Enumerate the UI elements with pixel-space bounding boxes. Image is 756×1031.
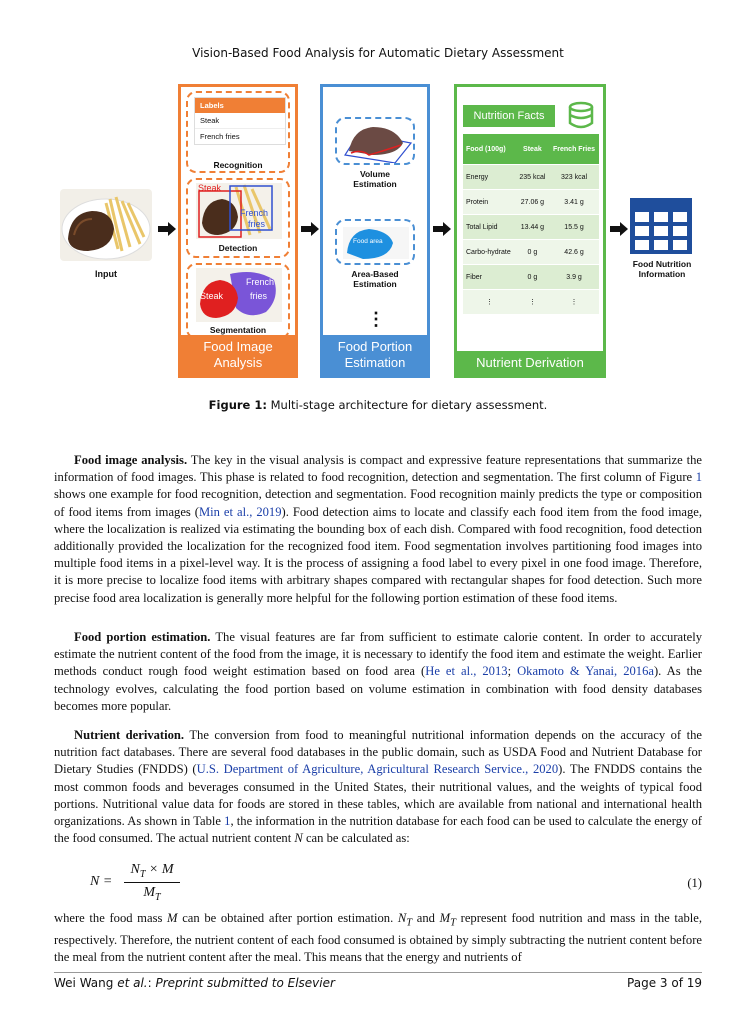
stage-food-image-analysis [178, 84, 298, 378]
table-cell: Protein [463, 190, 516, 215]
segmentation-label: Segmentation [209, 325, 267, 335]
table-row [463, 190, 599, 215]
equation-numerator [124, 862, 180, 883]
arrow-icon [433, 222, 451, 236]
math-subscript: T [450, 917, 456, 929]
label-item: French fries [200, 132, 240, 141]
page-number: Page 3 of 19 [627, 976, 702, 990]
citation-link[interactable]: Okamoto & Yanai, 2016a [517, 664, 654, 679]
body-text: where the food mass [54, 911, 163, 925]
footer-preprint: Preprint submitted to Elsevier [155, 976, 335, 990]
math-subscript: T [406, 917, 413, 929]
nutrition-facts-table [463, 134, 599, 315]
table-header: Food (100g) [463, 134, 516, 165]
equation-lhs-text: N = [90, 874, 113, 889]
table-ref-link[interactable]: 1 [224, 814, 231, 829]
body-text: can be obtained after portion estimation. [182, 911, 394, 925]
area-label: Area-Based Estimation [351, 269, 399, 289]
table-cell: Total Lipid [463, 215, 516, 240]
equation-denominator [124, 883, 180, 903]
table-cell: ⋮ [516, 290, 549, 315]
table-row [463, 240, 599, 265]
table-cell: Energy [463, 165, 516, 190]
table-cell: ⋮ [463, 290, 516, 315]
area-box [335, 219, 415, 265]
math-variable: N [294, 831, 303, 846]
body-text: The key in the visual analysis is compact and expressive feature representations that summarize the information of food images. This phase is related to food recognition, detection and segmentation. The first column of Figure [54, 453, 703, 485]
table-row [463, 215, 599, 240]
output-label: Food Nutrition Information [632, 259, 692, 279]
figure-1 [58, 84, 718, 380]
figure-ref-link[interactable]: 1 [695, 470, 702, 485]
database-icon [567, 101, 595, 129]
body-text: The visual features are far from sufficient to estimate calorie content. In order to accurately estimate the nutrient content of the food from the image, it is necessary to identify the food item and estimate the weight. Earlier methods conduct rough food weight estimation based on food area ( [54, 630, 702, 679]
running-header: Vision-Based Food Analysis for Automatic Dietary Assessment [192, 46, 564, 60]
math-variable: M [439, 911, 451, 925]
table-cell: 3.41 g [549, 190, 599, 215]
body-text: represent food nutrition and mass in the table, respectively. Therefore, the nutrient content of each food consumed is obtained by simply subtracting the nutrient content before the meal from the nutrient content after the meal. This means that the energy and nutrients of [54, 911, 702, 964]
more-methods-ellipsis: ⋮ [367, 309, 385, 329]
footer-colon: : [147, 976, 152, 990]
math-variable: × M [148, 862, 174, 877]
body-text: ). Food detection aims to locate and classify each food item from the food image, where the localization is realized via estimating the bounding box of each dish. Compared with food recognition, food detection additionally provided the localization for the recognized food item. Food segmentation involves partitioning food images into multiple food items in a pixel-level way. It is the process of assigning a food label to every pixel in one food image. Therefore, it is more precise to localize food items with arbitrary shapes compared with rectangular shapes for food detection. Such more precise food area localization is generally more helpful for the following portion estimation of these food items. [54, 504, 702, 605]
table-cell: 42.6 g [549, 240, 599, 265]
stage1-title: Food Image Analysis [181, 335, 295, 375]
table-cell: 0 g [516, 265, 549, 290]
math-variable: N [397, 911, 407, 925]
section-heading: Food portion estimation. [74, 630, 211, 644]
table-row [463, 290, 599, 315]
table-cell: ⋮ [549, 290, 599, 315]
body-text: can be calculated as: [305, 831, 410, 846]
math-variable: M [167, 911, 178, 925]
body-text: ; [507, 664, 518, 679]
recognition-box [186, 91, 290, 173]
paragraph-after-equation [54, 910, 702, 966]
nutrition-facts-title: Nutrition Facts [463, 105, 555, 127]
equation-fraction [124, 862, 180, 903]
table-grid-icon [630, 198, 692, 254]
math-subscript: T [139, 868, 146, 880]
area-tag: Food area [353, 238, 383, 245]
table-cell: 0 g [516, 240, 549, 265]
math-variable: M [143, 884, 156, 900]
input-label: Input [95, 269, 117, 279]
equation-number: (1) [687, 876, 702, 890]
table-row [463, 165, 599, 190]
table-cell: 323 kcal [549, 165, 599, 190]
volume-label: Volume Estimation [353, 169, 397, 189]
citation-link[interactable]: He et al., 2013 [425, 664, 508, 679]
table-cell: 15.5 g [549, 215, 599, 240]
citation-link[interactable]: Min et al., 2019 [198, 504, 282, 519]
arrow-icon [610, 222, 628, 236]
table-cell: 235 kcal [516, 165, 549, 190]
segmentation-tag-french: French [246, 277, 275, 287]
paragraph-nutrient-derivation [54, 727, 702, 847]
table-row [463, 265, 599, 290]
equation-lhs [90, 874, 112, 890]
arrow-icon [158, 222, 176, 236]
table-cell: 13.44 g [516, 215, 549, 240]
label-item: Steak [195, 113, 285, 129]
table-cell: Fiber [463, 265, 516, 290]
figure-caption [0, 398, 756, 412]
equation-1 [54, 862, 702, 906]
body-text: ). The FNDDS contains the most common foods and beverages consumed in the United States, their nutritional values, and the weights of typical food portions. Nutritional value data for foods are stored in these tables, which are available from national and international health organizations. As shown in Table [54, 762, 703, 829]
body-text: ). As the technology evolves, calculating the food portion based on volume estimation in combination with food density databases becomes more popular. [54, 664, 703, 713]
math-variable: N [130, 862, 140, 877]
input-food-image [60, 189, 152, 261]
detection-box [186, 178, 290, 258]
segmentation-tag-steak: Steak [200, 291, 224, 301]
labels-header: Labels [195, 98, 285, 113]
volume-image [339, 121, 413, 163]
stage2-title: Food Portion Estimation [323, 335, 427, 375]
stage-nutrient-derivation [454, 84, 606, 378]
table-cell: 3.9 g [549, 265, 599, 290]
section-heading: Food image analysis. [74, 453, 188, 467]
body-text: The conversion from food to meaningful nutritional information depends on the accuracy of the nutrition fact databases. There are several food databases in the public domain, such as USDA Food and Nutrient Database for Dietary Studies (FNDDS) ( [54, 728, 702, 777]
table-cell: 27.06 g [516, 190, 549, 215]
detection-tag-french: French [240, 208, 269, 218]
volume-box [335, 117, 415, 165]
body-text: shows one example for food recognition, detection and segmentation. Food recognition mainly predicts the type or composition of food items from images ( [54, 487, 702, 519]
page-footer [54, 976, 702, 990]
paragraph-food-image-analysis [54, 452, 702, 607]
table-header: Steak [516, 134, 549, 165]
detection-label: Detection [218, 243, 258, 253]
arrow-icon [301, 222, 319, 236]
paragraph-food-portion-estimation [54, 629, 702, 715]
footer-author: Wei Wang [54, 976, 114, 990]
footer-etal: et al. [117, 976, 148, 990]
stage3-title: Nutrient Derivation [457, 351, 603, 375]
caption-label: Figure 1: [208, 398, 267, 412]
footer-rule [54, 972, 702, 973]
table-header: French Fries [549, 134, 599, 165]
table-cell: Carbo-hydrate [463, 240, 516, 265]
segmentation-box [186, 263, 290, 339]
math-subscript: T [155, 891, 161, 903]
segmentation-tag-fries: fries [250, 291, 268, 301]
labels-table [194, 97, 286, 145]
stage-food-portion-estimation [320, 84, 430, 378]
detection-tag-fries: fries [248, 219, 266, 229]
body-text: , the information in the nutrition database for each food can be used to calculate the energy of the food consumed. The actual nutrient content [54, 814, 702, 846]
section-heading: Nutrient derivation. [74, 728, 185, 742]
caption-text: Multi-stage architecture for dietary assessment. [270, 398, 548, 412]
citation-link[interactable]: U.S. Department of Agriculture, Agricultural Research Service., 2020 [196, 762, 559, 777]
recognition-label: Recognition [213, 160, 263, 170]
body-text: and [416, 911, 435, 925]
detection-tag-steak: Steak [198, 183, 222, 193]
